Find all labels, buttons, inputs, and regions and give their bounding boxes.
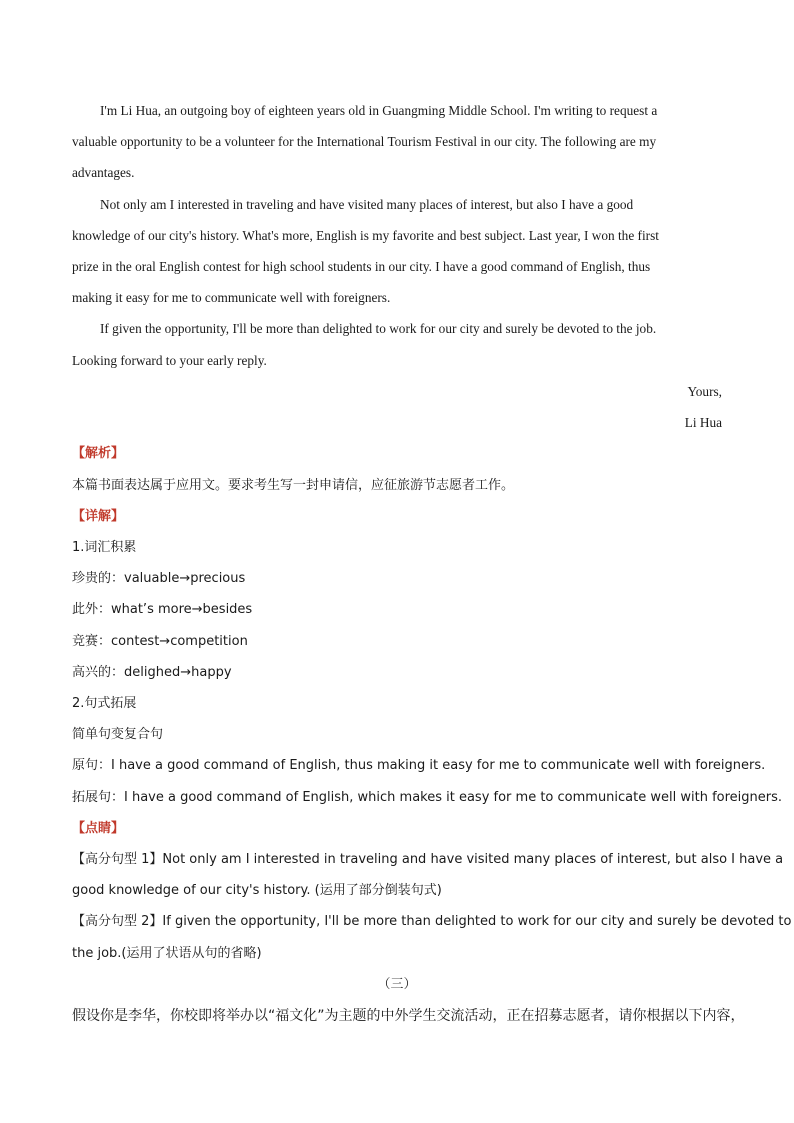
details-heading: 【详解】 bbox=[72, 509, 125, 524]
letter-p1-line-3: advantages. bbox=[72, 165, 135, 180]
letter-p2-line-3: prize in the oral English contest for high school students in our city. I have a good command of English, thus bbox=[72, 259, 651, 274]
letter-p2-line-1: Not only am I interested in traveling and have visited many places of interest, but also I have a good bbox=[100, 197, 634, 212]
letter-closing: Yours, bbox=[687, 384, 722, 399]
highlight-1-line-1: 【高分句型 1】Not only am I interested in traveling and have visited many places of interest, but also I have a bbox=[72, 852, 784, 867]
section-three-text: 假设你是李华，你校即将举办以“福文化”为主题的中外学生交流活动，正在招募志愿者，请你根据以下内容， bbox=[72, 1008, 745, 1024]
highlight-1-line-2: good knowledge of our city's history. (运用了部分倒装句式) bbox=[72, 883, 442, 898]
vocab-item-1: 珍贵的：valuable→precious bbox=[72, 571, 246, 586]
letter-p2-line-2: knowledge of our city's history. What's more, English is my favorite and best subject. Last year, I won the first bbox=[72, 228, 659, 243]
sentence-subtitle: 简单句变复合句 bbox=[72, 727, 164, 742]
analysis-text: 本篇书面表达属于应用文。要求考生写一封申请信，应征旅游节志愿者工作。 bbox=[72, 478, 515, 493]
letter-signature: Li Hua bbox=[684, 415, 722, 430]
highlight-2-line-2: the job.(运用了状语从句的省略) bbox=[72, 946, 262, 961]
expanded-sentence: 拓展句：I have a good command of English, which makes it easy for me to communicate well with foreigners. bbox=[72, 790, 783, 805]
letter-p2-line-4: making it easy for me to communicate well with foreigners. bbox=[72, 290, 391, 305]
vocab-item-2: 此外：what’s more→besides bbox=[72, 602, 253, 617]
letter-p1-line-2: valuable opportunity to be a volunteer for the International Tourism Festival in our city. The following are my bbox=[72, 134, 657, 149]
highlight-2-line-1: 【高分句型 2】If given the opportunity, I'll be more than delighted to work for our city and surely be devoted to bbox=[72, 914, 792, 929]
vocab-item-3: 竞赛：contest→competition bbox=[72, 634, 248, 649]
vocab-title: 1.词汇积累 bbox=[72, 540, 137, 555]
sentence-title: 2.句式拓展 bbox=[72, 696, 137, 711]
analysis-heading: 【解析】 bbox=[72, 446, 125, 461]
letter-p1-line-1: I'm Li Hua, an outgoing boy of eighteen years old in Guangming Middle School. I'm writing to request a bbox=[100, 103, 658, 118]
section-three-title: （三） bbox=[377, 977, 417, 992]
letter-p3-line-1: If given the opportunity, I'll be more than delighted to work for our city and surely be devoted to the job. bbox=[100, 321, 657, 336]
letter-p3-line-2: Looking forward to your early reply. bbox=[72, 353, 267, 368]
original-sentence: 原句：I have a good command of English, thus making it easy for me to communicate well with foreigners. bbox=[72, 758, 766, 773]
highlights-heading: 【点睛】 bbox=[72, 821, 125, 836]
vocab-item-4: 高兴的：delighed→happy bbox=[72, 665, 232, 680]
